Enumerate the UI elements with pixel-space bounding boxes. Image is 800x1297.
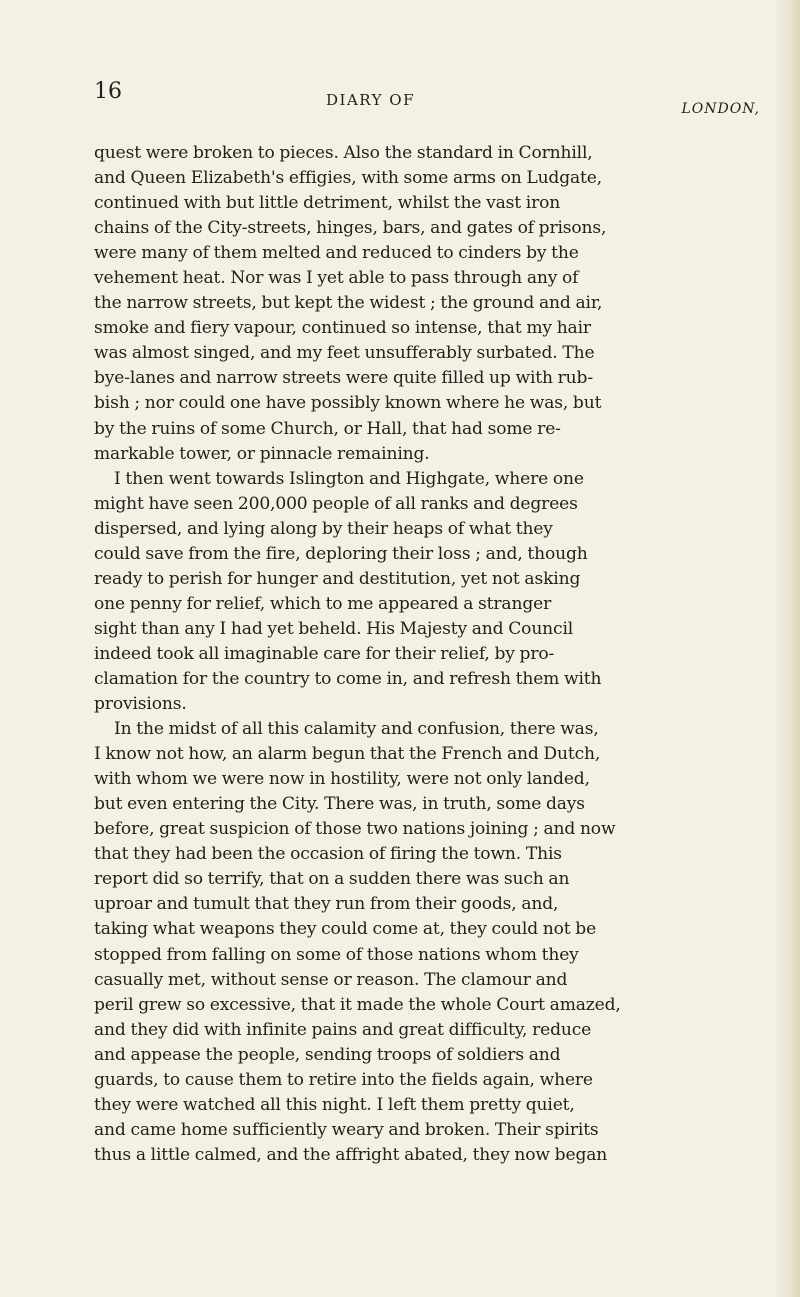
text-line: the narrow streets, but kept the widest ; the ground and air, xyxy=(94,293,603,314)
text-line: by the ruins of some Church, or Hall, that had some re- xyxy=(94,418,561,439)
text-line: dispersed, and lying along by their heaps of what they xyxy=(94,518,553,539)
text-line: could save from the fire, deploring their loss ; and, though xyxy=(94,543,588,564)
text-line: and Queen Elizabeth's effigies, with some arms on Ludgate, xyxy=(94,168,603,189)
text-line: provisions. xyxy=(94,694,187,715)
page-number: 16 xyxy=(94,79,122,104)
text-line: and they did with infinite pains and great difficulty, reduce xyxy=(94,1019,592,1040)
text-line: peril grew so excessive, that it made the whole Court amazed, xyxy=(94,994,621,1015)
page-edge-shadow xyxy=(774,0,800,1297)
text-line: taking what weapons they could come at, they could not be xyxy=(94,919,597,940)
text-line: bish ; nor could one have possibly known where he was, but xyxy=(94,393,602,414)
text-line: casually met, without sense or reason. The clamour and xyxy=(94,969,568,990)
text-line: and appease the people, sending troops of soldiers and xyxy=(94,1044,561,1065)
body-text xyxy=(94,141,768,1168)
text-line: indeed took all imaginable care for their relief, by pro- xyxy=(94,643,555,664)
text-line: before, great suspicion of those two nations joining ; and now xyxy=(94,819,616,840)
text-line: quest were broken to pieces. Also the standard in Cornhill, xyxy=(94,143,593,163)
text-line: was almost singed, and my feet unsufferably surbated. The xyxy=(94,343,595,364)
text-line: one penny for relief, which to me appeared a stranger xyxy=(94,593,552,614)
text-line: I know not how, an alarm begun that the French and Dutch, xyxy=(94,744,601,765)
text-line: chains of the City-streets, hinges, bars, and gates of prisons, xyxy=(94,218,607,239)
text-line: they were watched all this night. I left them pretty quiet, xyxy=(94,1094,575,1115)
text-line: and came home sufficiently weary and broken. Their spirits xyxy=(94,1119,599,1140)
text-line: uproar and tumult that they run from their goods, and, xyxy=(94,894,559,915)
paragraph-start-line: I then went towards Islington and Highgate, where one xyxy=(114,468,584,489)
text-line: clamation for the country to come in, and refresh them with xyxy=(94,668,602,689)
text-line: sight than any I had yet beheld. His Majesty and Council xyxy=(94,618,574,639)
text-line: stopped from falling on some of those nations whom they xyxy=(94,944,579,965)
text-line: might have seen 200,000 people of all ranks and degrees xyxy=(94,493,578,514)
text-line: guards, to cause them to retire into the fields again, where xyxy=(94,1069,593,1090)
paragraph-start-line: In the midst of all this calamity and confusion, there was, xyxy=(114,719,599,740)
text-line: vehement heat. Nor was I yet able to pass through any of xyxy=(94,268,579,289)
text-line: bye-lanes and narrow streets were quite filled up with rub- xyxy=(94,368,593,389)
text-line: ready to perish for hunger and destitution, yet not asking xyxy=(94,568,581,589)
text-line: but even entering the City. There was, in truth, some days xyxy=(94,794,585,815)
running-header xyxy=(94,78,762,118)
text-line: markable tower, or pinnacle remaining. xyxy=(94,443,430,464)
text-line: continued with but little detriment, whilst the vast iron xyxy=(94,193,561,214)
text-line: thus a little calmed, and the affright abated, they now began xyxy=(94,1144,608,1165)
text-line: that they had been the occasion of firing the town. This xyxy=(94,844,562,865)
running-place: LONDON, xyxy=(681,101,760,117)
text-line: with whom we were now in hostility, were not only landed, xyxy=(94,769,590,790)
text-line: were many of them melted and reduced to cinders by the xyxy=(94,243,579,264)
running-title: DIARY OF xyxy=(326,91,415,109)
text-line: report did so terrify, that on a sudden there was such an xyxy=(94,869,570,890)
text-line: smoke and fiery vapour, continued so intense, that my hair xyxy=(94,318,591,339)
